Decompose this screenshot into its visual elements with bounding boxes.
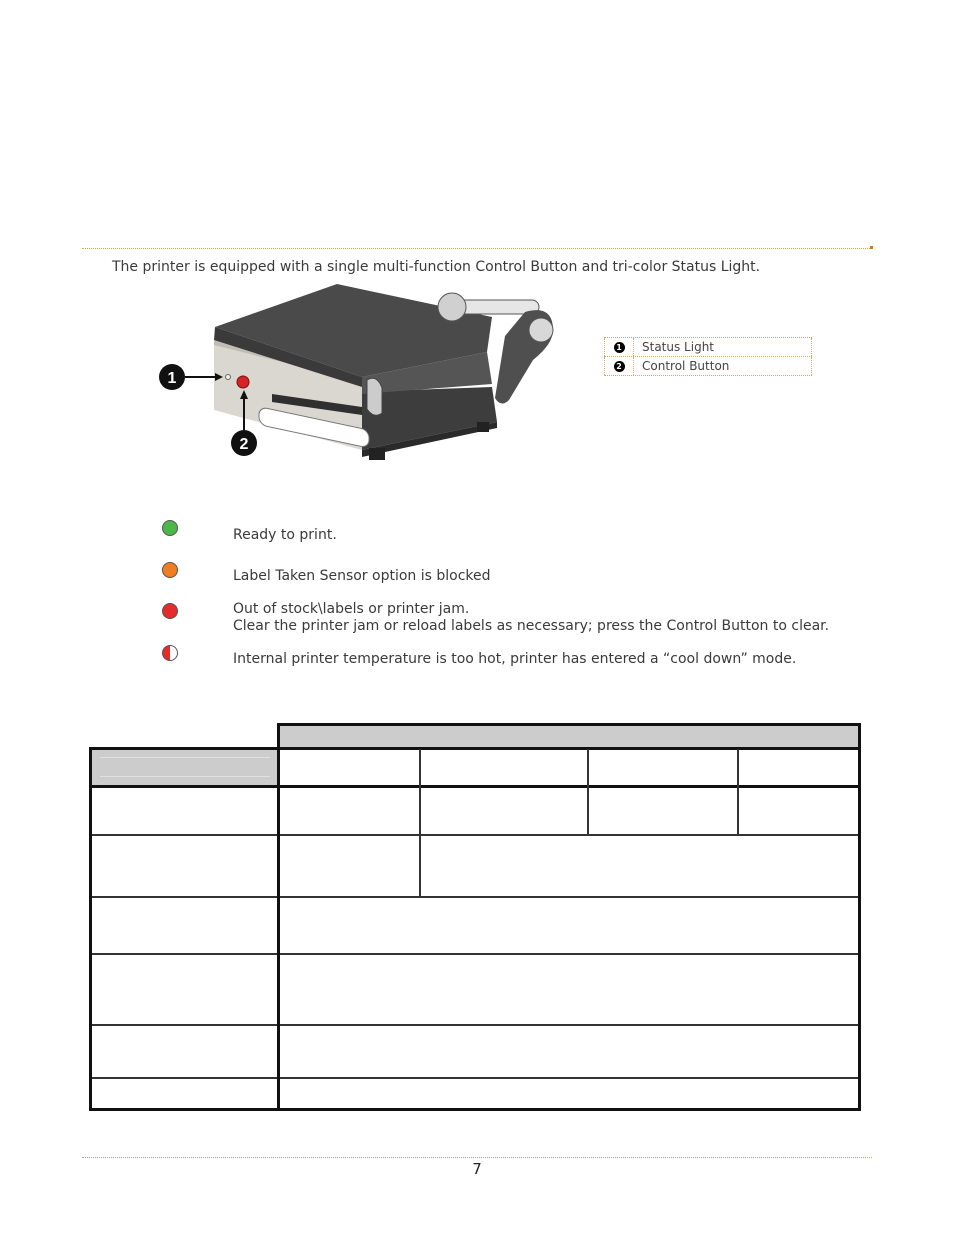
- page-number: 7: [472, 1160, 482, 1178]
- green-status-light-icon: [162, 520, 178, 536]
- status-out-of-stock-text: Out of stock\labels or printer jam.: [233, 601, 470, 617]
- status-label-taken-text: Label Taken Sensor option is blocked: [233, 568, 491, 584]
- section-divider-marker: [870, 246, 873, 249]
- svg-text:2: 2: [239, 436, 249, 453]
- status-ready-text: Ready to print.: [233, 527, 337, 543]
- table-corner-cell: [90, 749, 278, 786]
- red-status-light-icon: [162, 603, 178, 619]
- callout-legend: [604, 337, 812, 376]
- printer-illustration: [157, 282, 557, 462]
- callout-number-2: 2: [614, 361, 625, 372]
- status-cool-down-text: Internal printer temperature is too hot, printer has entered a “cool down” mode.: [233, 651, 797, 667]
- callout-number-1: 1: [614, 342, 625, 353]
- status-out-of-stock-instruction: Clear the printer jam or reload labels as necessary; press the Control Button to clear.: [233, 618, 830, 634]
- legend-label-status-light: Status Light: [634, 338, 812, 356]
- red-white-status-light-icon: [162, 645, 178, 661]
- legend-row-control-button: [604, 356, 812, 376]
- table-header-band: [280, 725, 860, 747]
- legend-row-status-light: [604, 337, 812, 356]
- section-divider-top: [82, 248, 872, 249]
- footer-divider: [82, 1157, 872, 1158]
- legend-label-control-button: Control Button: [634, 357, 812, 375]
- svg-text:1: 1: [167, 370, 177, 387]
- orange-status-light-icon: [162, 562, 178, 578]
- intro-paragraph: The printer is equipped with a single multi-function Control Button and tri-color Status Light.: [112, 259, 761, 275]
